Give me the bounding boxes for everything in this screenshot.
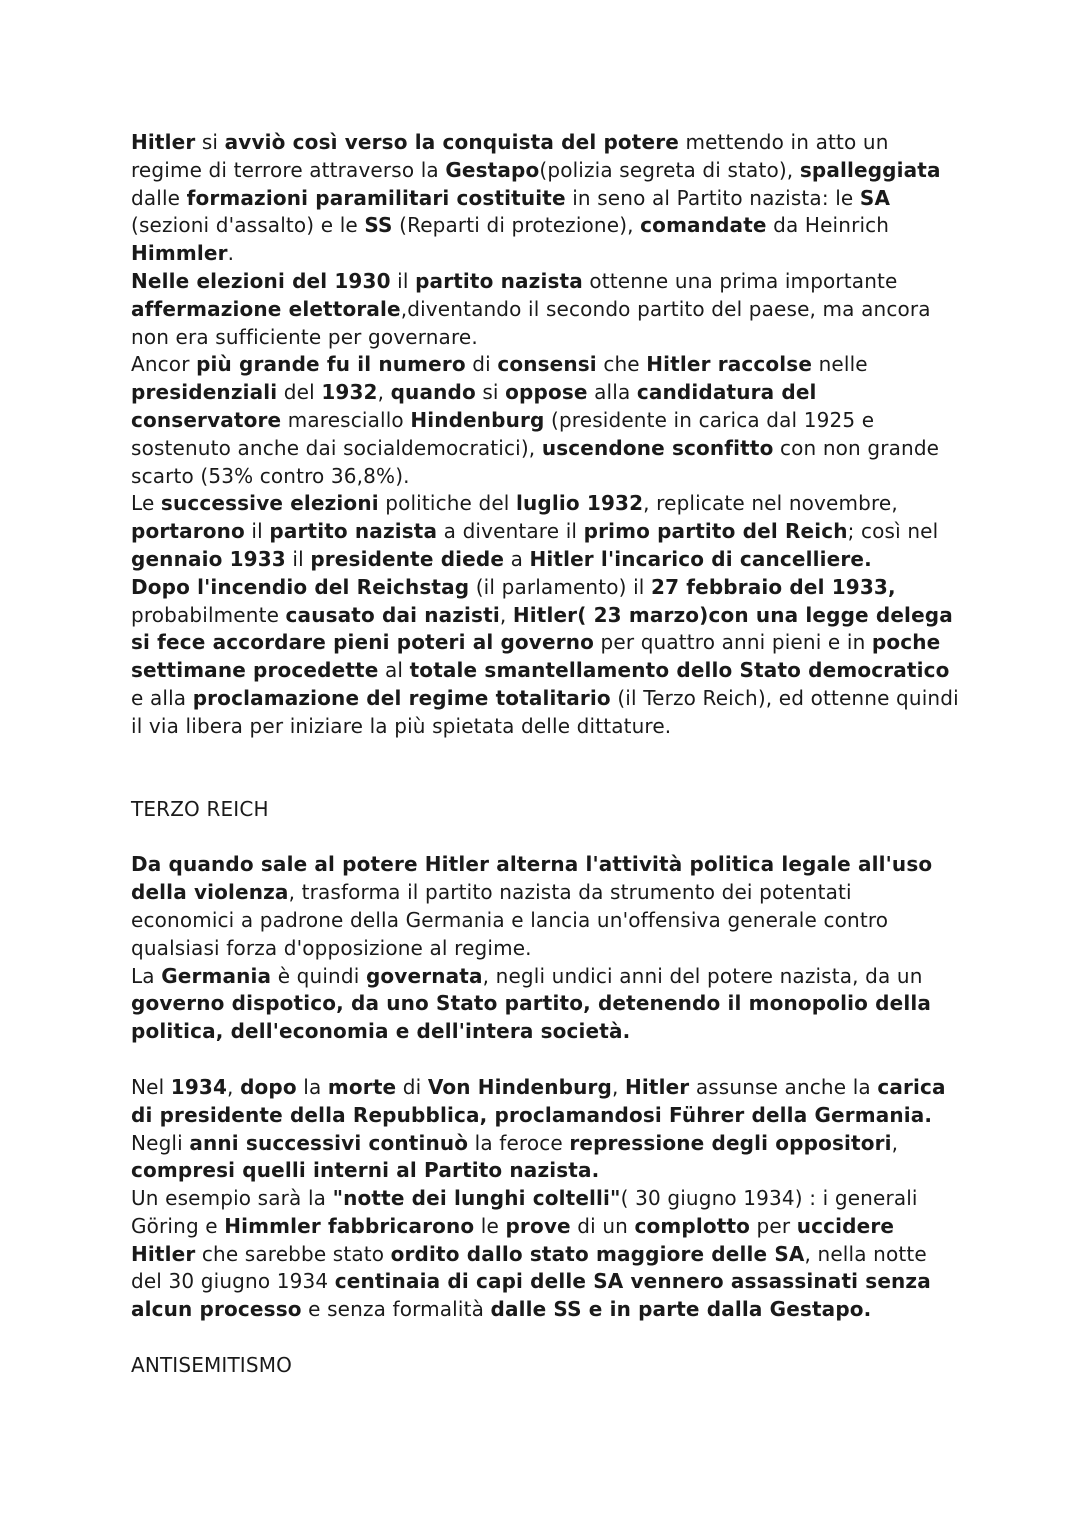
bold-text-run: "notte dei lunghi coltelli" [332,1186,621,1211]
text-run: , nella notte del 30 giugno 1934 [131,1241,927,1294]
text-run: che sarebbe stato [195,1241,391,1266]
spacer [131,1046,961,1074]
text-run: a [504,546,530,571]
bold-text-run: quando [390,380,476,405]
bold-text-run: spalleggiata [799,157,941,182]
bold-text-run: Hitler( 23 marzo)con una legge delega si fece accordare pieni poteri al governo [131,602,953,655]
bold-text-run: oppose [505,380,588,405]
bold-text-run: dopo [240,1074,297,1099]
paragraph [131,1185,961,1324]
text-run: e senza formalità [301,1297,491,1322]
text-run: di [396,1074,428,1099]
text-run: , replicate nel novembre, [643,491,898,516]
text-run: nelle [812,352,868,377]
text-run: di [465,352,498,377]
bold-text-run: Dopo l'incendio del Reichstag [131,574,470,599]
bold-text-run: governo dispotico, da uno Stato partito, detenendo il monopolio della politica, dell'economia e dell'intera società. [131,991,932,1044]
text-run: (Reparti di protezione), [392,213,641,238]
bold-text-run: presidente diede [310,546,505,571]
bold-text-run: Gestapo [445,157,540,182]
document-page [131,129,961,1380]
bold-text-run: SS [364,213,393,238]
text-run: al [378,658,410,683]
text-run: di un [570,1213,635,1238]
bold-text-run: Hindenburg [410,407,545,432]
spacer [131,741,961,796]
bold-text-run: Hitler l'incarico di cancelliere. [529,546,872,571]
bold-text-run: Germania [161,963,272,988]
text-run: (presidente in carica dal 1925 e sostenuto anche dai socialdemocratici), [131,407,875,460]
bold-text-run: complotto [634,1213,751,1238]
text-run: la feroce [468,1130,570,1155]
bold-text-run: centinaia di capi delle SA vennero assassinati senza alcun processo [131,1269,931,1322]
bold-text-run: uscendone sconfitto [541,435,774,460]
bold-text-run: successive elezioni [160,491,379,516]
bold-text-run: Himmler fabbricarono [224,1213,475,1238]
paragraph [131,574,961,741]
text-run: ; così nel [847,519,939,544]
paragraph [131,851,961,962]
bold-text-run: Nelle elezioni del 1930 [131,268,391,293]
bold-text-run: presidenziali [131,380,278,405]
text-run: si [195,130,225,154]
bold-text-run: compresi quelli interni al Partito nazista. [131,1158,600,1183]
bold-text-run: Hitler [131,130,196,154]
text-run: alla [587,380,637,405]
text-run: , trasforma il partito nazista da strumento dei potentati economici a padrone della Germania e lancia un'offensiva generale contro qualsiasi forza d'opposizione al regime. [131,880,889,960]
bold-text-run: comandate [640,213,767,238]
bold-text-run: ordito dallo stato maggiore delle SA [390,1241,805,1266]
text-run: (il Terzo Reich), ed ottenne quindi il via libera per iniziare la più spietata delle dittature. [131,685,959,738]
bold-text-run: proclamazione del regime totalitario [192,685,611,710]
text-run: probabilmente [131,602,286,627]
text-run: , [611,1074,625,1099]
bold-text-run: uccidere Hitler [131,1213,895,1266]
text-run: ,diventando il secondo partito del paese, ma ancora non era sufficiente per governare. [131,296,931,349]
bold-text-run: governata [365,963,483,988]
text-run: (il parlamento) il [469,574,652,599]
text-run: del [277,380,322,405]
bold-text-run: gennaio 1933 [131,546,286,571]
text-run: dalle [131,185,187,210]
bold-text-run: partito nazista [415,268,583,293]
text-run: si [475,380,506,405]
text-run: politiche del [378,491,517,516]
paragraph [131,963,961,1046]
bold-text-run: prove [505,1213,571,1238]
bold-text-run: totale smantellamento dello Stato democratico [409,658,950,683]
text-run: (polizia segreta di stato), [539,157,800,182]
bold-text-run: consensi [497,352,597,377]
text-run: con non grande scarto (53% contro 36,8%). [131,435,940,488]
text-run: il [390,268,416,293]
text-run: il [244,519,270,544]
bold-text-run: primo partito del Reich [583,519,848,544]
paragraph [131,351,961,490]
text-run: , [227,1074,241,1099]
bold-text-run: affermazione elettorale [131,296,401,321]
text-run: Un esempio sarà la [131,1186,333,1211]
spacer [131,823,961,851]
text-run: , [377,380,391,405]
text-run: maresciallo [281,407,411,432]
bold-text-run: 1934 [170,1074,228,1099]
bold-text-run: Da quando sale al potere Hitler alterna l'attività politica legale all'uso della violenza [131,852,933,905]
text-run: il [285,546,311,571]
text-run: Ancor [131,352,197,377]
bold-text-run: SA [859,185,891,210]
text-run: (sezioni d'assalto) e le [131,213,365,238]
text-run: e alla [131,685,193,710]
text-run: che [596,352,647,377]
text-run: Le [131,491,161,516]
bold-text-run: Hitler [624,1074,690,1099]
bold-text-run: più grande fu il numero [196,352,466,377]
text-run: , [499,602,513,627]
bold-text-run: causato dai nazisti [285,602,500,627]
paragraph [131,268,961,351]
bold-text-run: portarono [131,519,245,544]
paragraph [131,490,961,573]
bold-text-run: luglio 1932 [516,491,644,516]
bold-text-run: Hitler raccolse [646,352,813,377]
bold-text-run: repressione degli oppositori [569,1130,892,1155]
text-run: La [131,963,162,988]
text-run: è quindi [271,963,366,988]
spacer [131,1324,961,1352]
text-run: in seno al Partito nazista: le [565,185,860,210]
text-run: ( 30 giugno 1934) : i generali Göring e [131,1186,918,1238]
text-run: . [227,241,235,266]
text-run: da Heinrich [766,213,890,238]
bold-text-run: morte [327,1074,397,1099]
bold-text-run: avviò così verso la conquista del potere [224,130,679,154]
bold-text-run: dalle SS e in parte dalla Gestapo. [490,1297,872,1322]
bold-text-run: carica di presidente della Repubblica, proclamandosi Führer della Germania. [131,1074,946,1127]
bold-text-run: 27 febbraio del 1933, [651,574,896,599]
bold-text-run: candidatura del conservatore [131,380,817,432]
bold-text-run: partito nazista [269,519,438,544]
text-run: Negli [131,1130,190,1155]
paragraph [131,1074,961,1130]
text-run: per quattro anni pieni e in [594,630,872,655]
text-run: per [750,1213,797,1238]
bold-text-run: 1932 [321,380,378,405]
text-run: la [296,1074,328,1099]
section-heading: ANTISEMITISMO [131,1353,293,1378]
paragraph [131,1130,961,1186]
text-run: le [474,1213,506,1238]
bold-text-run: formazioni paramilitari costituite [186,185,566,210]
bold-text-run: Himmler [131,241,228,266]
paragraph [131,129,961,268]
text-run: mettendo in atto un regime di terrore attraverso la [131,130,889,182]
section-heading: TERZO REICH [131,796,269,821]
text-run: a diventare il [437,519,584,544]
text-run: assunse anche la [689,1074,878,1099]
bold-text-run: anni successivi continuò [189,1130,469,1155]
text-run: , [891,1130,899,1155]
bold-text-run: Von Hindenburg [427,1074,612,1099]
text-run: ottenne una prima importante [582,268,898,293]
text-run: Nel [131,1074,171,1099]
bold-text-run: poche settimane procedette [131,630,941,683]
text-run: , negli undici anni del potere nazista, da un [482,963,923,988]
